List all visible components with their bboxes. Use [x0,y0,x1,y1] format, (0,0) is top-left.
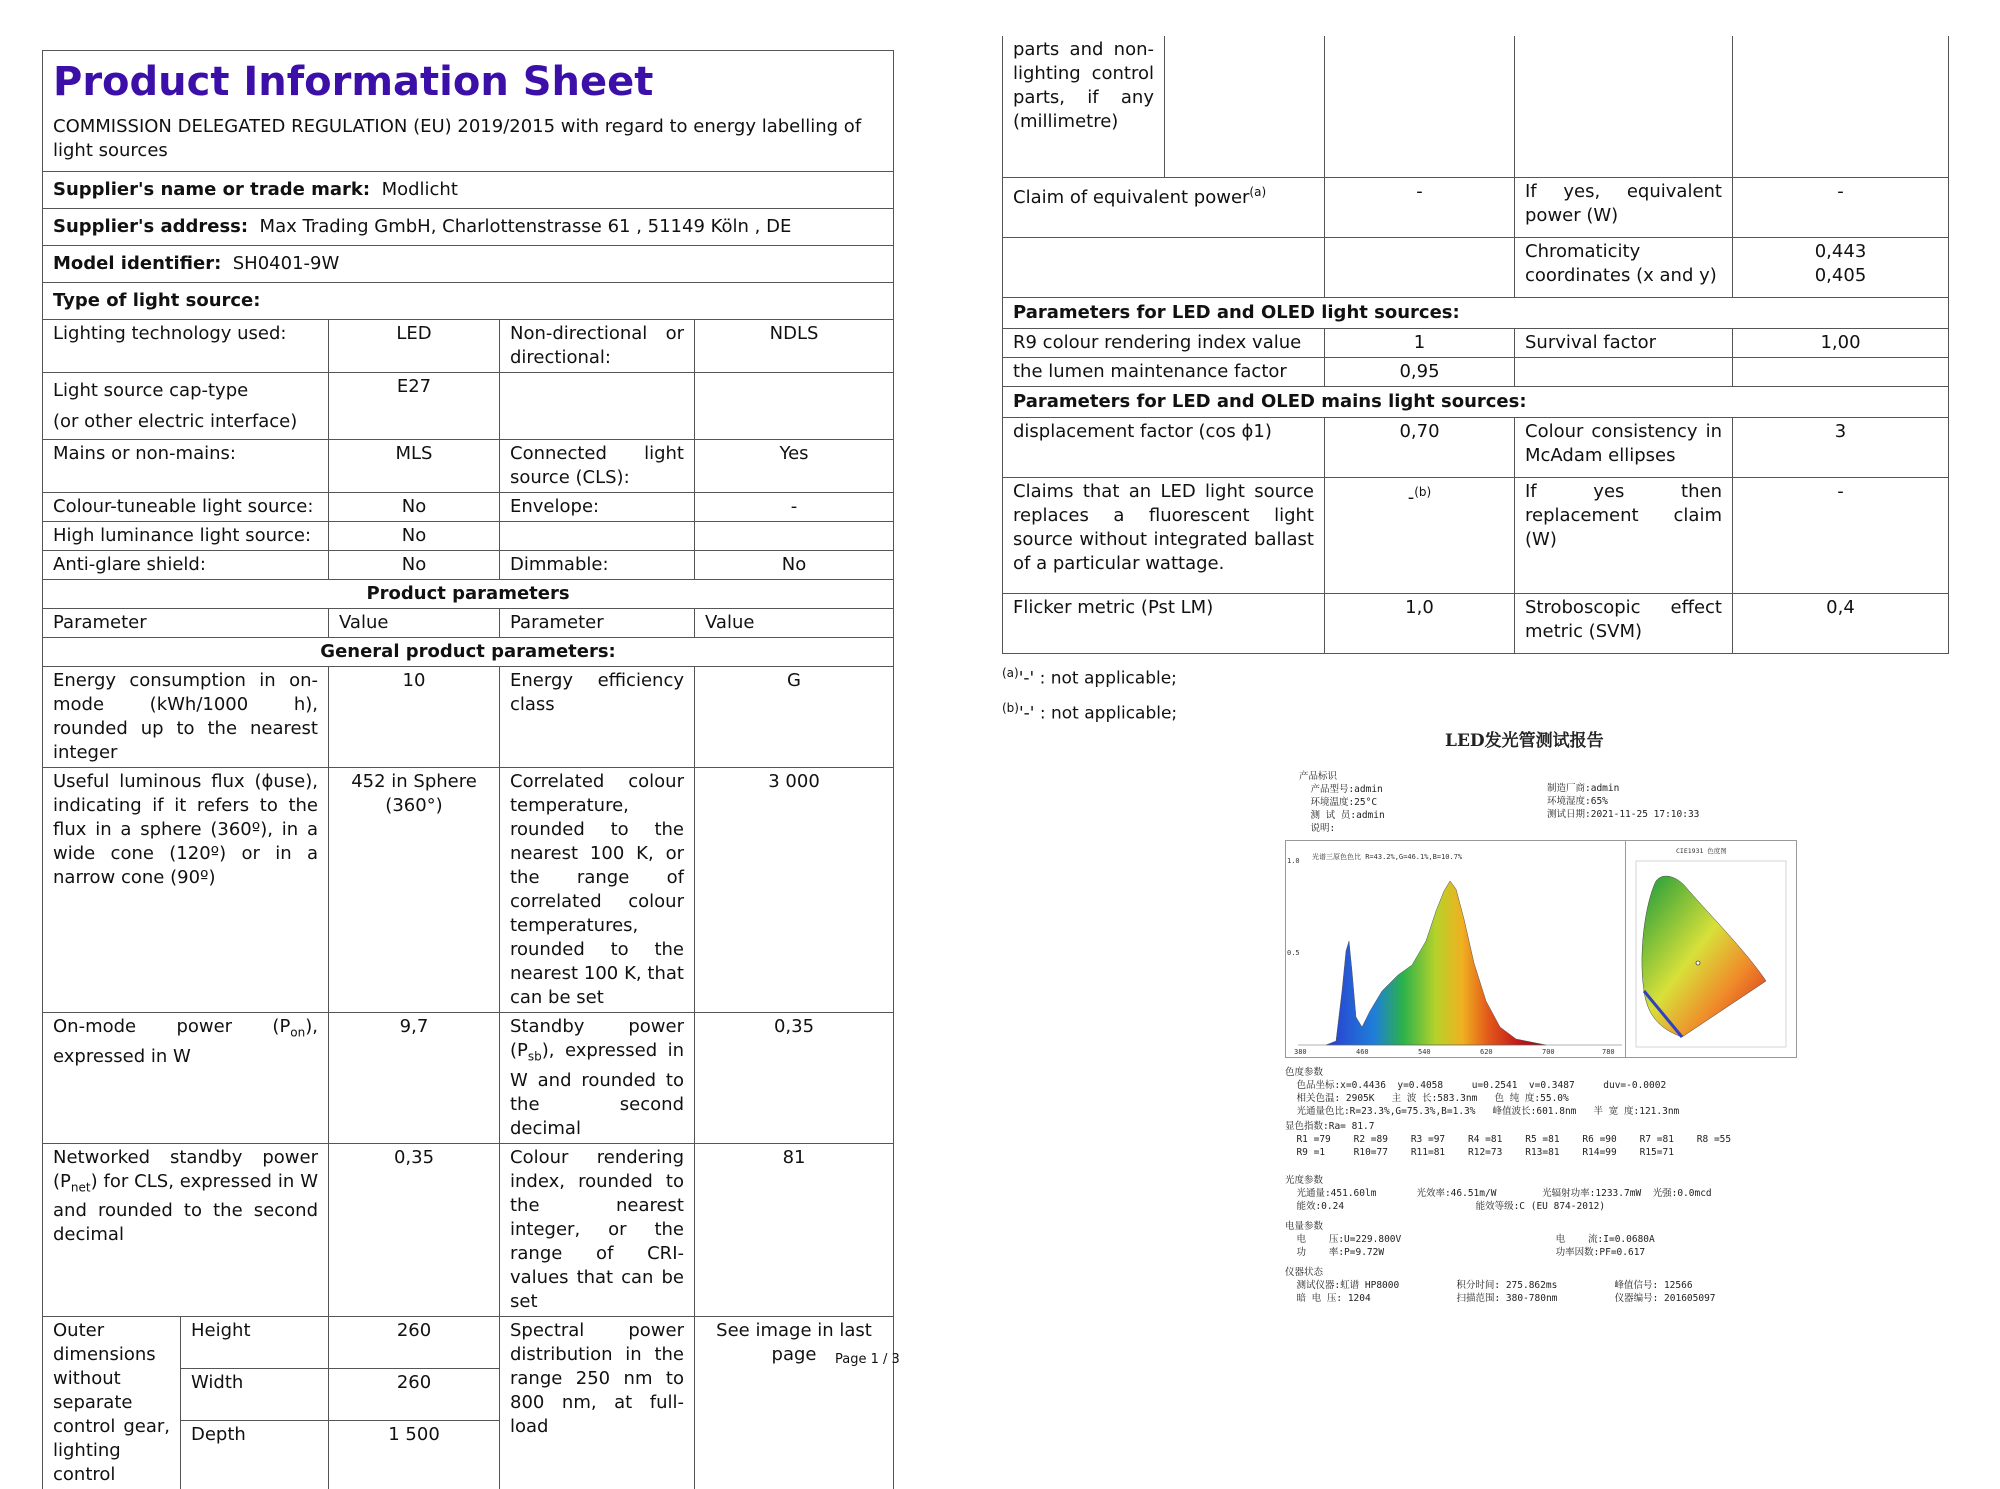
on-mode-power-value: 9,7 [329,1013,500,1144]
dimmable-label: Dimmable: [500,551,695,580]
supplier-address-label: Supplier's address: [53,216,249,237]
col-parameter-1: Parameter [43,609,329,638]
type-of-light-source-label: Type of light source: [53,290,261,311]
energy-consumption-label: Energy consumption in on-mode (kWh/1000 h), rounded up to the nearest integer [43,667,329,768]
tech-value: LED [329,320,500,373]
displacement-factor-value: 0,70 [1325,417,1515,477]
luminous-flux-label: Useful luminous flux (ϕuse), indicating if it refers to the flux in a sphere (360º), in a wide cone (120º) or in a narrow cone (90º) [43,768,329,1013]
left-page [42,50,894,1489]
continued-dimensions-label: parts and non-lighting control parts, if any (millimetre) [1003,36,1165,177]
replacement-claim-label: If yes then replacement claim (W) [1515,477,1733,593]
cls-value: Yes [695,440,894,493]
report-product-info: 产品标识 产品型号:admin 环境温度:25°C 测 试 员:admin 说明: [1299,771,1385,834]
fluorescent-claim-value: -$^{(b)}$ [1325,477,1515,593]
stroboscopic-label: Stroboscopic effect metric (SVM) [1515,593,1733,653]
anti-glare-value: No [329,551,500,580]
x-tick: 780 [1602,1048,1615,1056]
report-elec-params: 电量参数 电 压:U=229.800V 电 流:I=0.0680A 功 率:P=9.72W 功率因数:PF=0.617 [1285,1221,1655,1258]
high-luminance-label: High luminance light source: [43,522,329,551]
chromaticity-x: 0,443 [1814,240,1867,262]
survival-factor-label: Survival factor [1515,328,1733,357]
height-value: 260 [329,1316,500,1368]
replacement-claim-value: - [1733,477,1949,593]
envelope-value: - [695,493,894,522]
anti-glare-label: Anti-glare shield: [43,551,329,580]
y-tick: 0.5 [1287,949,1300,957]
tech-label: Lighting technology used: [43,320,329,373]
led-test-report [1285,726,1825,1358]
luminous-flux-value: 452 in Sphere (360°) [329,768,500,1013]
supplier-name-value: Modlicht [381,179,458,200]
model-identifier-label: Model identifier: [53,253,222,274]
width-value: 260 [329,1368,500,1420]
chromaticity-y: 0,405 [1814,264,1867,286]
r9-value: 1 [1325,328,1515,357]
supplier-name-label: Supplier's name or trade mark: [53,179,371,200]
cie-point [1696,961,1700,965]
spd-label: Spectral power distribution in the range 250 nm to 800 nm, at full-load [500,1316,695,1489]
chromaticity-label: Chromaticity coordinates (x and y) [1515,237,1733,297]
stroboscopic-value: 0,4 [1733,593,1949,653]
cap-label-2: (or other electric interface) [53,411,298,432]
depth-value: 1 500 [329,1421,500,1489]
report-color-params: 色度参数 色品坐标:x=0.4436 y=0.4058 u=0.2541 v=0.3487 duv=-0.0002 相关色温: 2905K 主 波 长:583.3nm 色 纯 度:55.0% 光通量色比:R=23.3%,G=75.3%,B=1.3% 峰值波长:601.8nm 半 宽 度:121.3nm [1285,1067,1680,1117]
equivalent-power-claim-value: - [1325,177,1515,237]
tuneable-value: No [329,493,500,522]
cct-label: Correlated colour temperature, rounded to the nearest 100 K, or the range of correlated colour temperatures, rounded to the nearest 100 K, that can be set [500,768,695,1013]
page-number: Page 1 / 3 [835,1352,900,1367]
product-parameters-header: Product parameters [43,580,894,609]
x-tick: 540 [1418,1048,1431,1056]
page-title: Product Information Sheet [53,59,654,105]
flicker-metric-value: 1,0 [1325,593,1515,653]
spd-value: See image in last page [695,1316,894,1489]
spectrum-note: 光谱三原色色比 R=43.2%,G=46.1%,B=10.7% [1312,853,1463,861]
displacement-factor-label: displacement factor (cos ϕ1) [1003,417,1325,477]
mains-value: MLS [329,440,500,493]
cap-label-1: Light source cap-type [53,380,249,401]
spectrum-chart [1285,840,1627,1058]
footnote-b: $^{(b)}$'-' : not applicable; [1002,701,1178,724]
tuneable-label: Colour-tuneable light source: [43,493,329,522]
report-cri-params: 显色指数:Ra= 81.7 R1 =79 R2 =89 R3 =97 R4 =81 R5 =81 R6 =90 R7 =81 R8 =55 R9 =1 R10=77 R11=81 R12=73 R13=81 R14=99 R15=71 [1285,1121,1732,1158]
product-info-table [42,50,894,1489]
regulation-subtitle: COMMISSION DELEGATED REGULATION (EU) 2019/2015 with regard to energy labelling of light sources [53,116,862,161]
mains-header: Parameters for LED and OLED mains light sources: [1003,386,1949,417]
cri-label: Colour rendering index, rounded to the nearest integer, or the range of CRI-values that can be set [500,1143,695,1316]
y-tick: 1.0 [1287,857,1300,865]
col-parameter-2: Parameter [500,609,695,638]
survival-factor-value: 1,00 [1733,328,1949,357]
height-label: Height [181,1316,329,1368]
mains-label: Mains or non-mains: [43,440,329,493]
x-tick: 700 [1542,1048,1555,1056]
cls-label: Connected light source (CLS): [500,440,695,493]
high-luminance-value: No [329,522,500,551]
dir-label: Non-directional or directional: [500,320,695,373]
cri-value: 81 [695,1143,894,1316]
spectrum-svg [1286,841,1626,1057]
networked-standby-label: Networked standby power $(P_{net})$ for CLS, expressed in W and rounded to the second decimal [43,1143,329,1316]
x-tick: 380 [1294,1048,1307,1056]
cap-value: E27 [329,373,500,440]
efficiency-class-label: Energy efficiency class [500,667,695,768]
colour-consistency-value: 3 [1733,417,1949,477]
x-tick: 460 [1356,1048,1369,1056]
report-instrument-params: 仪器状态 测试仪器:虹谱 HP8000 积分时间: 275.862ms 峰值信号: 12566 暗 电 压: 1204 扫描范围: 380-780nm 仪器编号: 201605097 [1285,1267,1716,1304]
cct-value: 3 000 [695,768,894,1013]
on-mode-power-label: On-mode power $(P_{on})$, expressed in W [43,1013,329,1144]
supplier-address-value: Max Trading GmbH, Charlottenstrasse 61 , 51149 Köln , DE [259,216,792,237]
cie-title: CIE1931 色度图 [1676,847,1727,855]
energy-consumption-value: 10 [329,667,500,768]
lumen-maintenance-value: 0,95 [1325,357,1515,386]
cie-diagram [1625,840,1797,1058]
r9-label: R9 colour rendering index value [1003,328,1325,357]
report-test-info: 制造厂商:admin 环境湿度:65% 测试日期:2021-11-25 17:10:33 [1547,783,1700,820]
col-value-1: Value [329,609,500,638]
led-oled-header: Parameters for LED and OLED light sources: [1003,297,1949,328]
networked-standby-value: 0,35 [329,1143,500,1316]
fluorescent-claim-label: Claims that an LED light source replaces a fluorescent light source without integrated ballast of a particular wattage. [1003,477,1325,593]
efficiency-class-value: G [695,667,894,768]
model-identifier-value: SH0401-9W [232,253,340,274]
lumen-maintenance-label: the lumen maintenance factor [1003,357,1325,386]
dir-value: NDLS [695,320,894,373]
equivalent-power-label: If yes, equivalent power (W) [1515,177,1733,237]
colour-consistency-label: Colour consistency in McAdam ellipses [1515,417,1733,477]
width-label: Width [181,1368,329,1420]
report-photo-params: 光度参数 光通量:451.60lm 光效率:46.51m/W 光辐射功率:1233.7mW 光强:0.0mcd 能效:0.24 能效等级:C (EU 874-2012) [1285,1175,1712,1212]
led-parameters-table [1002,36,1949,654]
right-page [1002,36,1948,729]
flicker-metric-label: Flicker metric (Pst LM) [1003,593,1325,653]
report-title: LED发光管测试报告 [1445,731,1604,751]
general-parameters-header: General product parameters: [43,638,894,667]
x-tick: 620 [1480,1048,1493,1056]
envelope-label: Envelope: [500,493,695,522]
cie-svg [1626,841,1796,1057]
depth-label: Depth [181,1421,329,1489]
outer-dimensions-label: Outer dimensions without separate control gear, lighting control [43,1316,181,1489]
standby-power-value: 0,35 [695,1013,894,1144]
footnote-a: $^{(a)}$'-' : not applicable; [1002,665,1177,689]
standby-power-label: Standby power $(P_{sb})$, expressed in W and rounded to the second decimal [500,1013,695,1144]
spectrum-curve [1326,881,1546,1045]
spectrum-x-ticks [1294,1048,1615,1056]
col-value-2: Value [695,609,894,638]
equivalent-power-claim-label: Claim of equivalent power$^{(a)}$ [1003,177,1325,237]
dimmable-value: No [695,551,894,580]
equivalent-power-value: - [1733,177,1949,237]
